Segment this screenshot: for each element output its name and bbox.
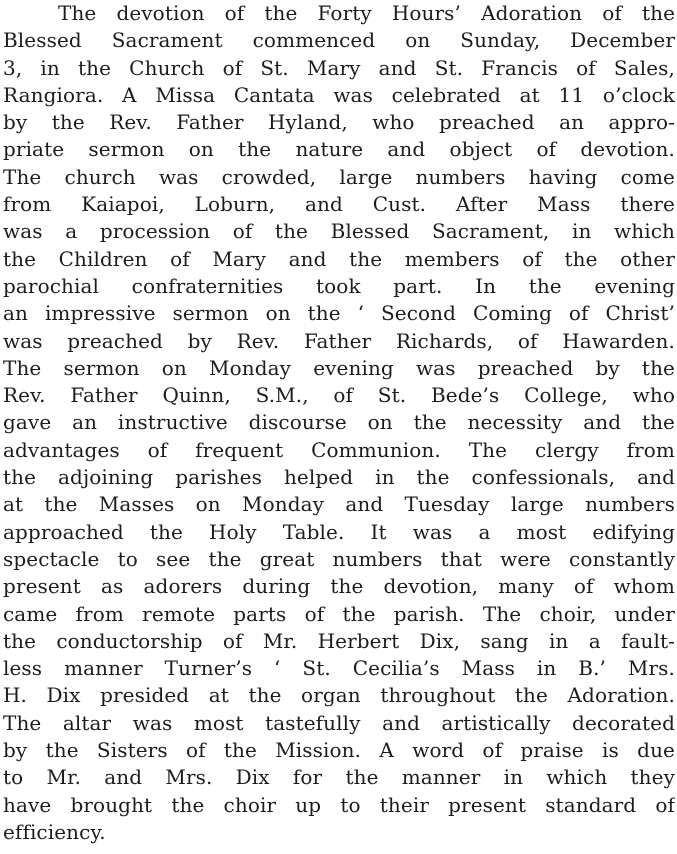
paragraph-line-5: by the Rev. Father Hyland, who preached an appro- xyxy=(3,110,675,135)
paragraph-line-7: The church was crowded, large numbers having come xyxy=(3,164,675,189)
paragraph-line-26: H. Dix presided at the organ throughout the Adoration. xyxy=(3,683,675,708)
paragraph-line-8: from Kaiapoi, Loburn, and Cust. After Mass there xyxy=(3,192,675,217)
paragraph-line-2: Blessed Sacrament commenced on Sunday, December xyxy=(3,28,675,53)
paragraph-line-14: The sermon on Monday evening was preached by the xyxy=(3,355,675,380)
paragraph-line-20: approached the Holy Table. It was a most edifying xyxy=(3,519,675,544)
paragraph-line-22: present as adorers during the devotion, many of whom xyxy=(3,574,675,599)
paragraph-line-13: was preached by Rev. Father Richards, of Hawarden. xyxy=(3,328,675,353)
paragraph-line-18: the adjoining parishes helped in the confessionals, and xyxy=(3,465,675,490)
paragraph-line-21: spectacle to see the great numbers that were constantly xyxy=(3,546,675,571)
paragraph-line-15: Rev. Father Quinn, S.M., of St. Bede’s College, who xyxy=(3,383,675,408)
paragraph-line-27: The altar was most tastefully and artistically decorated xyxy=(3,710,675,735)
paragraph-line-25: less manner Turner’s ‘ St. Cecilia’s Mass in B.’ Mrs. xyxy=(3,656,675,681)
paragraph-line-31: efficiency. xyxy=(3,819,106,844)
paragraph-line-19: at the Masses on Monday and Tuesday large numbers xyxy=(3,492,675,517)
paragraph-line-30: have brought the choir up to their present standard of xyxy=(3,792,675,817)
paragraph-line-29: to Mr. and Mrs. Dix for the manner in which they xyxy=(3,765,675,790)
paragraph-line-17: advantages of frequent Communion. The clergy from xyxy=(3,437,675,462)
paragraph-line-9: was a procession of the Blessed Sacrament, in which xyxy=(3,219,675,244)
paragraph-line-16: gave an instructive discourse on the necessity and the xyxy=(3,410,675,435)
article-paragraph xyxy=(3,0,675,846)
paragraph-line-4: Rangiora. A Missa Cantata was celebrated at 11 o’clock xyxy=(3,82,675,107)
paragraph-line-28: by the Sisters of the Mission. A word of praise is due xyxy=(3,738,675,763)
paragraph-line-3: 3, in the Church of St. Mary and St. Francis of Sales, xyxy=(3,55,675,80)
paragraph-line-1: The devotion of the Forty Hours’ Adoration of the xyxy=(58,1,675,25)
paragraph-line-6: priate sermon on the nature and object of devotion. xyxy=(3,137,675,162)
paragraph-line-11: parochial confraternities took part. In the evening xyxy=(3,273,675,298)
paragraph-line-23: came from remote parts of the parish. The choir, under xyxy=(3,601,675,626)
paragraph-line-10: the Children of Mary and the members of the other xyxy=(3,246,675,271)
paragraph-line-24: the conductorship of Mr. Herbert Dix, sang in a fault- xyxy=(3,628,675,653)
paragraph-line-12: an impressive sermon on the ‘ Second Coming of Christ’ xyxy=(3,301,675,326)
